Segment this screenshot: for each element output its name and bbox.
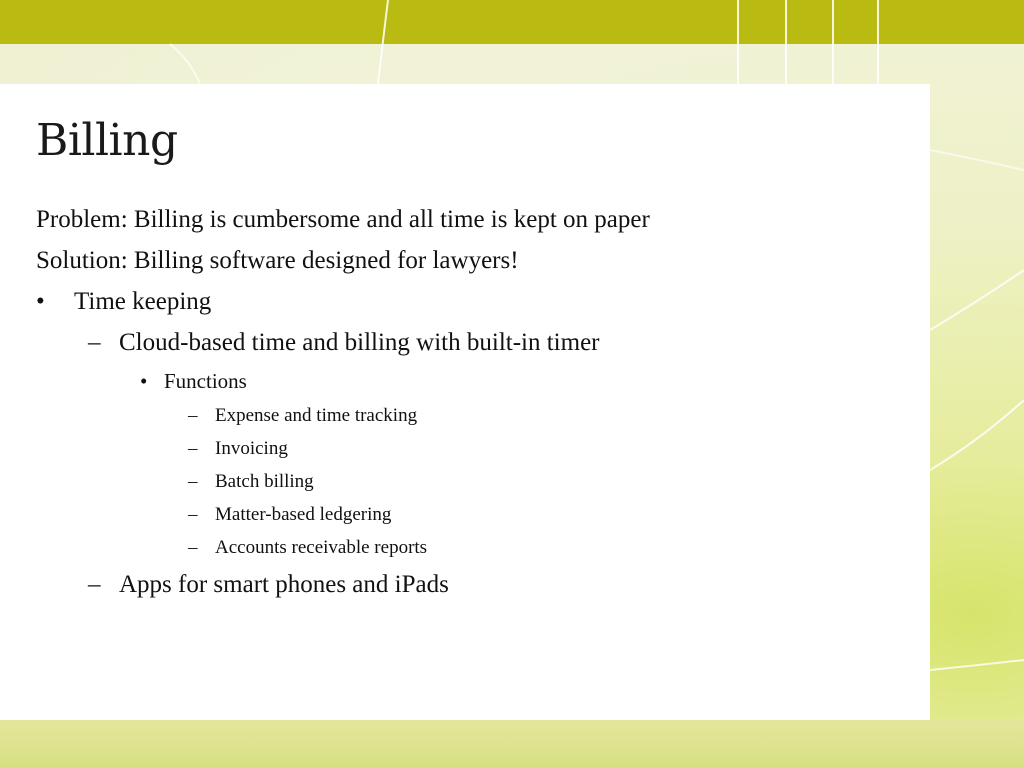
dash-marker: – <box>88 329 101 356</box>
bullet-label: Time keeping <box>74 288 212 315</box>
sub-bullet-cloud <box>88 328 600 358</box>
function-item <box>188 404 417 428</box>
dash-marker: – <box>188 471 198 492</box>
dash-marker: – <box>188 504 198 525</box>
dash-marker: – <box>188 537 198 558</box>
bottom-accent-band <box>0 720 1024 768</box>
deco-curve <box>930 400 1024 470</box>
sub-sub-bullet-functions <box>140 368 247 394</box>
bullet-marker: • <box>36 288 45 315</box>
bullet-time-keeping <box>36 287 211 317</box>
solution-statement: Solution: Billing software designed for lawyers! <box>36 247 519 274</box>
function-item <box>188 503 391 527</box>
deco-curve <box>930 660 1024 670</box>
sub-bullet-label: Apps for smart phones and iPads <box>119 571 449 598</box>
bullet-marker: • <box>140 369 148 393</box>
sub-bullet-apps <box>88 570 449 600</box>
deco-curve <box>930 270 1024 330</box>
dash-marker: – <box>88 571 101 598</box>
deco-curve <box>170 44 200 84</box>
deco-curve <box>378 0 388 84</box>
slide-title: Billing <box>36 115 178 166</box>
function-label: Invoicing <box>215 438 288 459</box>
function-label: Accounts receivable reports <box>215 537 428 558</box>
deco-curve <box>930 150 1024 170</box>
function-item <box>188 470 314 494</box>
sub-bullet-label: Cloud-based time and billing with built-in timer <box>119 329 600 356</box>
sub-sub-bullet-label: Functions <box>164 369 247 393</box>
function-label: Batch billing <box>215 471 314 492</box>
dash-marker: – <box>188 438 198 459</box>
function-label: Expense and time tracking <box>215 405 418 426</box>
problem-statement: Problem: Billing is cumbersome and all time is kept on paper <box>36 206 650 233</box>
function-item <box>188 437 288 461</box>
function-item <box>188 536 427 560</box>
content-panel <box>0 84 930 720</box>
function-label: Matter-based ledgering <box>215 504 392 525</box>
dash-marker: – <box>188 405 198 426</box>
